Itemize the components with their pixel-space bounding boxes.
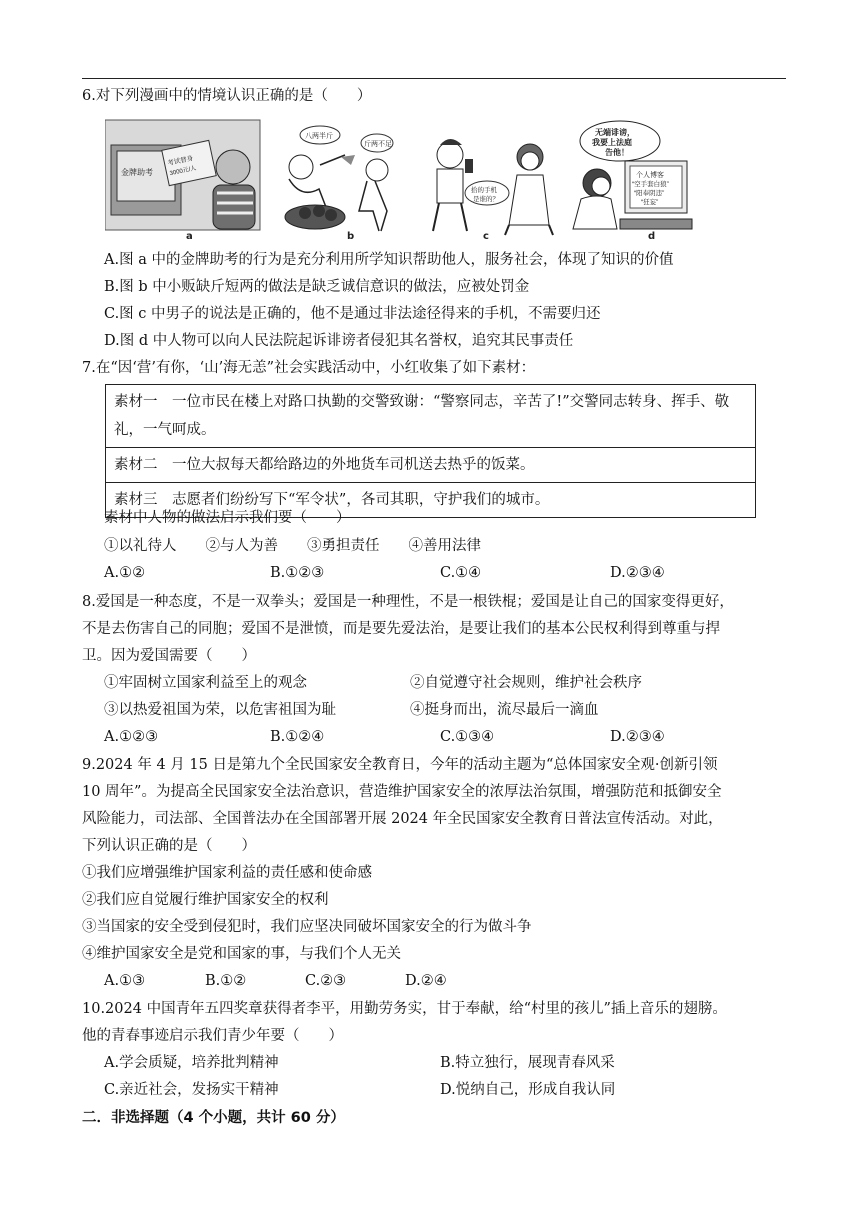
svg-text:“空手套白狼”: “空手套白狼”: [632, 181, 669, 188]
q9-stem-line-4: 下列认识正确的是（ ）: [82, 838, 256, 854]
q9-item-1: ①我们应增强维护国家利益的责任感和使命感: [82, 865, 372, 881]
q7-option-a: A.①②: [104, 565, 146, 581]
q7-items: ①以礼待人 ②与人为善 ③勇担责任 ④善用法律: [104, 538, 481, 554]
q7-stem: 7.在“因‘营’有你，‘山’海无恙”社会实践活动中，小红收集了如下素材：: [82, 360, 536, 376]
section-2-heading: 二．非选择题（4 个小题，共计 60 分）: [82, 1110, 345, 1126]
q9-item-4: ④维护国家安全是党和国家的事，与我们个人无关: [82, 946, 401, 962]
q6-option-c: C.图 c 中男子的说法是正确的，他不是通过非法途径得来的手机，不需要归还: [104, 306, 601, 322]
q8-option-d: D.②③④: [610, 729, 665, 745]
q7-option-c: C.①④: [440, 565, 482, 581]
svg-text:无端诽谤，: 无端诽谤，: [595, 128, 635, 137]
q9-option-b: B.①②: [205, 973, 247, 989]
header-rule: [82, 78, 786, 79]
svg-text:考试替身: 考试替身: [167, 155, 194, 168]
q8-item-4: ④挺身而出，流尽最后一滴血: [410, 702, 599, 718]
q7-materials-table: [105, 384, 756, 518]
q6-stem: 6.对下列漫画中的情境认识正确的是（ ）: [82, 88, 372, 104]
q8-item-1: ①牢固树立国家利益至上的观念: [104, 675, 307, 691]
cartoon-a: [105, 120, 260, 230]
q10-option-b: B.特立独行，展现青春风采: [440, 1055, 615, 1071]
q10-stem-line-1: 10.2024 中国青年五四奖章获得者李平，用勤劳务实，甘于奉献，给“村里的孩儿”插上音乐的翅膀。: [82, 1001, 727, 1017]
svg-text:“狂妄”: “狂妄”: [641, 199, 659, 206]
q6-cartoon-strip: [105, 115, 695, 245]
q6-option-a: A.图 a 中的金牌助考的行为是充分利用所学知识帮助他人，服务社会，体现了知识的价值: [104, 252, 674, 268]
cartoon-c: [433, 139, 553, 235]
q6-option-b: B.图 b 中小贩缺斤短两的做法是缺乏诚信意识的做法，应被处罚金: [104, 279, 530, 295]
material-2: 素材二 一位大叔每天都给路边的外地货车司机送去热乎的饭菜。: [106, 448, 756, 483]
q6-option-d: D.图 d 中人物可以向人民法院起诉诽谤者侵犯其名誉权，追究其民事责任: [104, 333, 574, 349]
q7-option-b: B.①②③: [270, 565, 325, 581]
q9-stem-line-3: 风险能力，司法部、全国普法办在全国部署开展 2024 年全民国家安全教育日普法宣传活动。对此，: [82, 811, 723, 827]
svg-text:八两半斤: 八两半斤: [305, 133, 333, 140]
svg-text:拾的手机: 拾的手机: [471, 187, 497, 194]
q8-option-a: A.①②③: [104, 729, 159, 745]
q9-item-3: ③当国家的安全受到侵犯时，我们应坚决同破坏国家安全的行为做斗争: [82, 919, 532, 935]
q8-item-3: ③以热爱祖国为荣，以危害祖国为耻: [104, 702, 336, 718]
svg-text:告他！: 告他！: [605, 148, 629, 157]
cartoon-b: [285, 126, 393, 231]
q9-item-2: ②我们应自觉履行维护国家安全的权利: [82, 892, 329, 908]
svg-text:是谁的？: 是谁的？: [473, 196, 499, 203]
q9-stem-line-2: 10 周年”。为提高全民国家安全法治意识，营造维护国家安全的浓厚法治氛围，增强防范和抵御安全: [82, 784, 722, 800]
q10-option-c: C.亲近社会，发扬实干精神: [104, 1082, 279, 1098]
q9-option-d: D.②④: [405, 973, 447, 989]
material-1: 素材一 一位市民在楼上对路口执勤的交警致谢：“警察同志，辛苦了!”交警同志转身、挥手、敬礼，一气呵成。: [106, 385, 756, 448]
q7-question: 素材中人物的做法启示我们要（ ）: [104, 510, 351, 526]
q10-option-a: A.学会质疑，培养批判精神: [104, 1055, 279, 1071]
caption-a: a: [186, 231, 193, 242]
q8-option-c: C.①③④: [440, 729, 495, 745]
material-3: 素材三 志愿者们纷纷写下“军令状”，各司其职，守护我们的城市。: [106, 483, 756, 518]
q9-option-c: C.②③: [305, 973, 347, 989]
q8-stem-line-1: 8.爱国是一种态度，不是一双拳头；爱国是一种理性，不是一根铁棍；爱国是让自己的国家变得更好，: [82, 594, 734, 610]
svg-text:我要上法庭: 我要上法庭: [592, 138, 632, 147]
q8-item-2: ②自觉遵守社会规则，维护社会秩序: [410, 675, 642, 691]
cartoon-d: [573, 121, 692, 229]
q7-option-d: D.②③④: [610, 565, 665, 581]
caption-d: d: [648, 231, 656, 242]
a-sign1: 金牌助考: [121, 168, 153, 177]
q10-stem-line-2: 他的青春事迹启示我们青少年要（ ）: [82, 1028, 343, 1044]
q9-stem-line-1: 9.2024 年 4 月 15 日是第九个全民国家安全教育日，今年的活动主题为“总体国家安全观·创新引领: [82, 757, 718, 773]
caption-c: c: [483, 231, 489, 242]
caption-b: b: [347, 231, 355, 242]
q10-option-d: D.悦纳自己，形成自我认同: [440, 1082, 616, 1098]
svg-text:斤两不足: 斤两不足: [364, 141, 392, 148]
q8-stem-line-2: 不是去伤害自己的同胞；爱国不是泄愤，而是要先爱法治，是要让我们的基本公民权利得到尊重与捍: [82, 621, 720, 637]
svg-text:“阳奉阴违”: “阳奉阴违”: [634, 190, 665, 197]
q8-stem-line-3: 卫。因为爱国需要（ ）: [82, 648, 256, 664]
q8-option-b: B.①②④: [270, 729, 325, 745]
svg-text:个人博客: 个人博客: [636, 172, 664, 179]
svg-text:3000元/人: 3000元/人: [169, 165, 197, 178]
q9-option-a: A.①③: [104, 973, 146, 989]
